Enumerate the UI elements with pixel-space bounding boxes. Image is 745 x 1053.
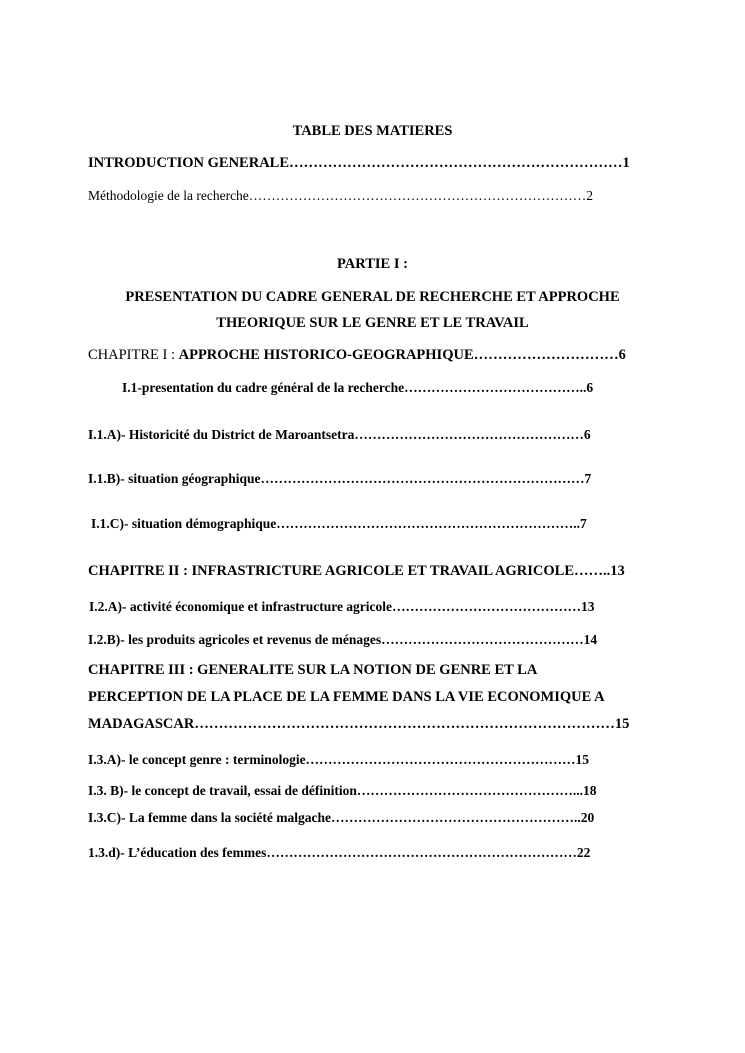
toc-entry-i1c: I.1.C)- situation démographique…………………………………………………………..7 [91, 516, 587, 531]
toc-title: TABLE DES MATIERES [292, 123, 453, 139]
chapitre-1-title: APPROCHE HISTORICO-GEOGRAPHIQUE…………………………6 [178, 347, 626, 363]
chapitre-1-prefix: CHAPITRE I : [88, 347, 179, 363]
toc-entry-i2b: I.2.B)- les produits agricoles et revenus de ménages………………………………………14 [88, 632, 598, 647]
toc-entry-i3c: I.3.C)- La femme dans la société malgache………………………………………………..20 [88, 810, 595, 825]
toc-part-heading: PARTIE I : [337, 256, 408, 272]
toc-entry-chapitre-2: CHAPITRE II : INFRASTRICTURE AGRICOLE ET TRAVAIL AGRICOLE……..13 [88, 563, 625, 579]
toc-entry-chapitre-3-line-1: CHAPITRE III : GENERALITE SUR LA NOTION DE GENRE ET LA [88, 662, 538, 678]
toc-entry-i3a: I.3.A)- le concept genre : terminologie……………………………………………………15 [88, 752, 590, 767]
toc-entry-i1b: I.1.B)- situation géographique………………………………………………………………7 [88, 471, 592, 486]
toc-part-title-line-1: PRESENTATION DU CADRE GENERAL DE RECHERCHE ET APPROCHE [125, 289, 620, 305]
toc-entry-i3b: I.3. B)- le concept de travail, essai de définition…………………………………………...18 [88, 783, 597, 798]
toc-entry-i2a: I.2.A)- activité économique et infrastructure agricole……………………………………13 [89, 599, 595, 614]
toc-entry-chapitre-3-line-2: PERCEPTION DE LA PLACE DE LA FEMME DANS LA VIE ECONOMIQUE A [88, 689, 605, 705]
toc-entry-i1a: I.1.A)- Historicité du District de Maroantsetra……………………………………………6 [88, 427, 591, 442]
toc-part-title-line-2: THEORIQUE SUR LE GENRE ET LE TRAVAIL [216, 315, 529, 331]
toc-entry-introduction: INTRODUCTION GENERALE……………………………………………………………1 [88, 155, 630, 171]
toc-entry-chapitre-1 [88, 346, 626, 364]
toc-entry-13d: 1.3.d)- L’éducation des femmes……………………………………………………………22 [88, 845, 591, 860]
toc-entry-i1: I.1-presentation du cadre général de la recherche…………………………………..6 [122, 380, 594, 395]
toc-entry-chapitre-3-line-3: MADAGASCAR……………………………………………………………………………15 [88, 716, 630, 732]
toc-entry-methodologie: Méthodologie de la recherche…………………………………………………………………2 [88, 188, 594, 203]
